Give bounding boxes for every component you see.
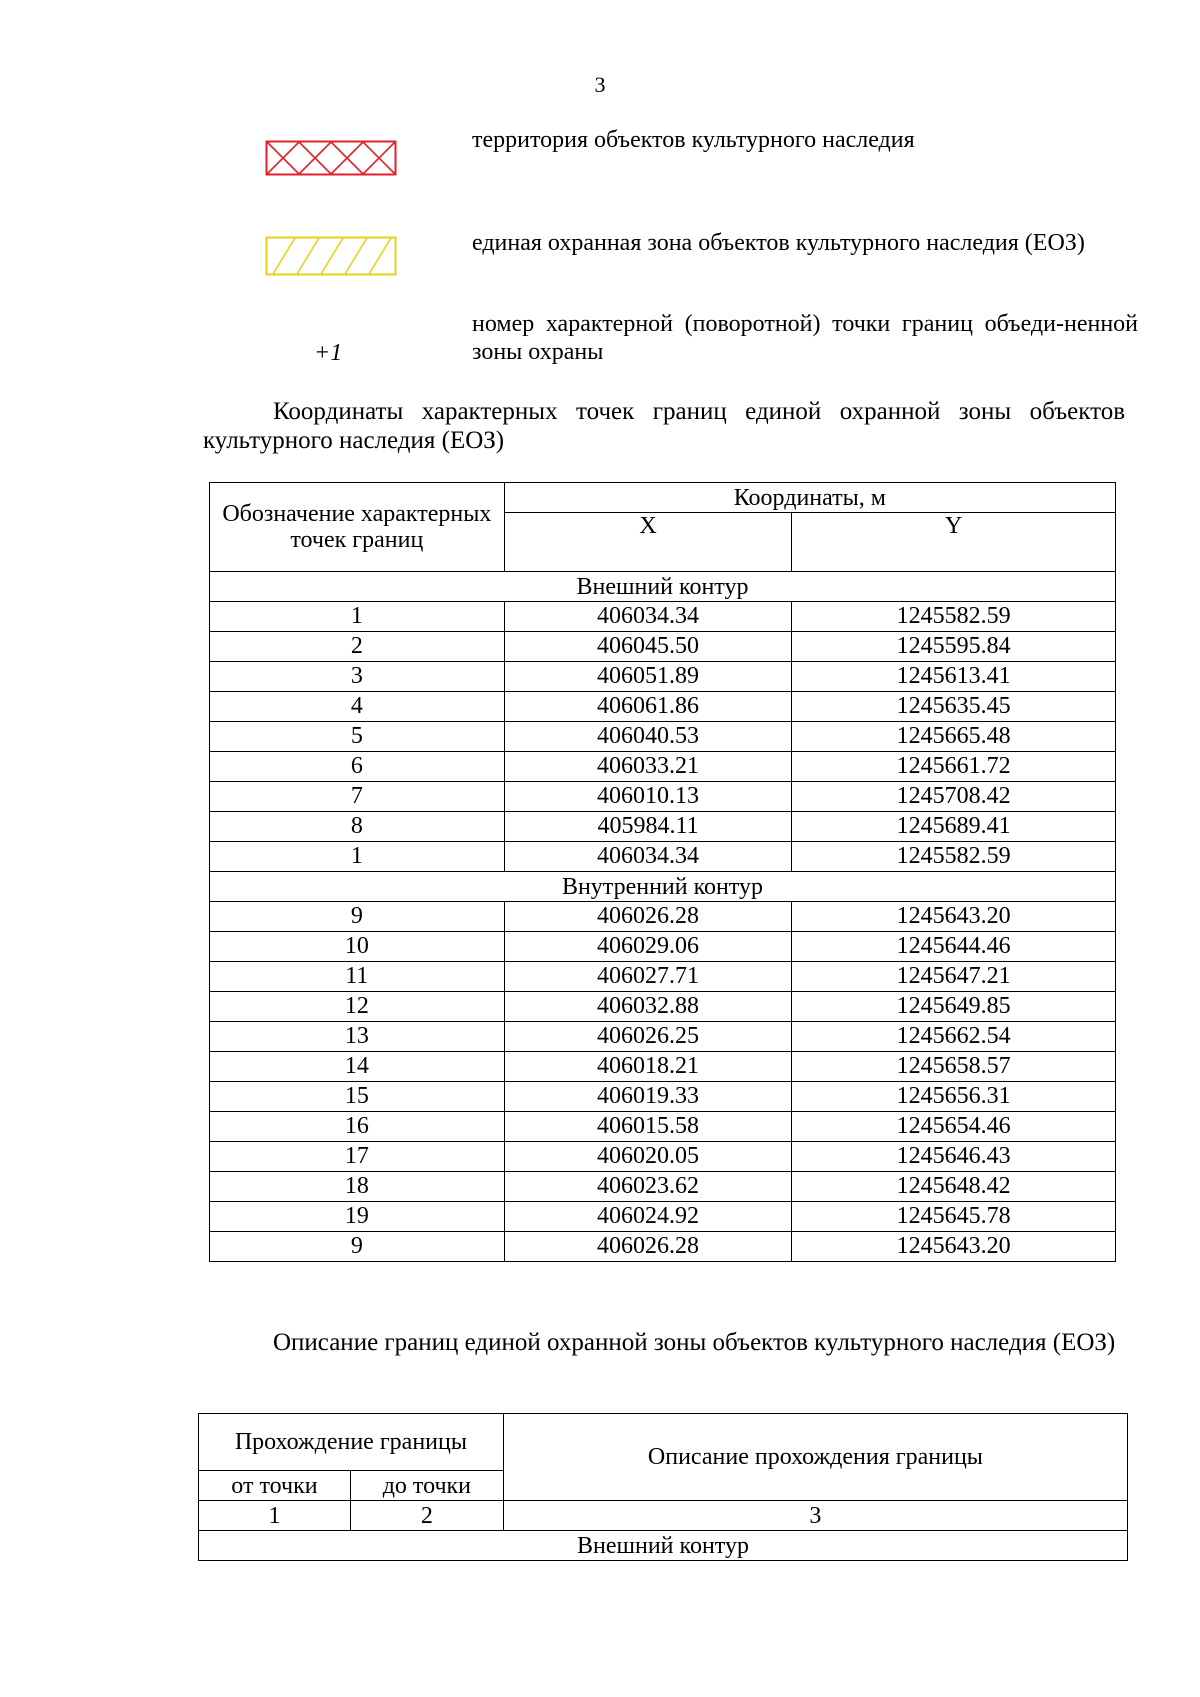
point-marker: +1 [314, 340, 343, 366]
coordinates-heading [203, 397, 1125, 455]
table-row [210, 1232, 1116, 1262]
table-row [210, 1052, 1116, 1082]
legend-text-protection-zone: единая охранная зона объектов культурного наследия (ЕОЗ) [472, 230, 1085, 256]
cell-y: 1245708.42 [792, 782, 1116, 812]
cell-x: 406027.71 [504, 962, 792, 992]
cell-y: 1245658.57 [792, 1052, 1116, 1082]
table-row [210, 812, 1116, 842]
cell-x: 406019.33 [504, 1082, 792, 1112]
table-row [210, 782, 1116, 812]
table-row [210, 932, 1116, 962]
legend-text-heritage-territory: территория объектов культурного наследия [472, 127, 915, 153]
cell-x: 406018.21 [504, 1052, 792, 1082]
cell-point: 18 [210, 1172, 505, 1202]
table-row [210, 1112, 1116, 1142]
description-heading-text: Описание границ единой охранной зоны объектов культурного наследия (ЕОЗ) [273, 1329, 1116, 1356]
cell-y: 1245661.72 [792, 752, 1116, 782]
cell-y: 1245646.43 [792, 1142, 1116, 1172]
coordinates-table [209, 482, 1116, 1262]
table-row [210, 962, 1116, 992]
cell-x: 406020.05 [504, 1142, 792, 1172]
table-row [210, 662, 1116, 692]
cell-y: 1245643.20 [792, 1232, 1116, 1262]
cell-x: 406026.28 [504, 1232, 792, 1262]
cell-x: 406026.25 [504, 1022, 792, 1052]
header-boundary-passage: Прохождение границы [199, 1414, 504, 1471]
cell-y: 1245595.84 [792, 632, 1116, 662]
cell-x: 406024.92 [504, 1202, 792, 1232]
cell-x: 406040.53 [504, 722, 792, 752]
cell-point: 19 [210, 1202, 505, 1232]
inner-contour-label: Внутренний контур [210, 872, 1116, 902]
outer-contour-label: Внешний контур [210, 572, 1116, 602]
table-row [210, 602, 1116, 632]
cell-x: 406010.13 [504, 782, 792, 812]
cell-y: 1245656.31 [792, 1082, 1116, 1112]
cell-point: 9 [210, 902, 505, 932]
cell-point: 9 [210, 1232, 505, 1262]
cell-y: 1245662.54 [792, 1022, 1116, 1052]
cell-point: 1 [210, 842, 505, 872]
cell-x: 406034.34 [504, 842, 792, 872]
cell-y: 1245644.46 [792, 932, 1116, 962]
table-row [210, 632, 1116, 662]
table-row [210, 1172, 1116, 1202]
cell-y: 1245689.41 [792, 812, 1116, 842]
cell-x: 406026.28 [504, 902, 792, 932]
cell-y: 1245647.21 [792, 962, 1116, 992]
cell-x: 406023.62 [504, 1172, 792, 1202]
cell-point: 13 [210, 1022, 505, 1052]
cell-y: 1245649.85 [792, 992, 1116, 1022]
table-row [210, 992, 1116, 1022]
table-row [210, 692, 1116, 722]
cell-point: 4 [210, 692, 505, 722]
cell-point: 6 [210, 752, 505, 782]
cell-y: 1245613.41 [792, 662, 1116, 692]
cell-point: 15 [210, 1082, 505, 1112]
red-crosshatch-symbol [265, 140, 397, 176]
column-number-1: 1 [199, 1501, 351, 1531]
cell-x: 406051.89 [504, 662, 792, 692]
cell-x: 406032.88 [504, 992, 792, 1022]
cell-x: 406045.50 [504, 632, 792, 662]
header-coordinates: Координаты, м [504, 483, 1115, 513]
cell-x: 406029.06 [504, 932, 792, 962]
cell-y: 1245643.20 [792, 902, 1116, 932]
table-row [210, 722, 1116, 752]
cell-y: 1245665.48 [792, 722, 1116, 752]
cell-point: 17 [210, 1142, 505, 1172]
table-row [210, 1142, 1116, 1172]
column-number-2: 2 [350, 1501, 503, 1531]
table-row [210, 1082, 1116, 1112]
cell-y: 1245582.59 [792, 842, 1116, 872]
cell-y: 1245582.59 [792, 602, 1116, 632]
cell-x: 405984.11 [504, 812, 792, 842]
table-row [210, 902, 1116, 932]
header-to-point: до точки [350, 1471, 503, 1501]
cell-x: 406015.58 [504, 1112, 792, 1142]
description-heading [203, 1328, 1125, 1357]
table-row [210, 842, 1116, 872]
coordinates-heading-text: Координаты характерных точек границ единой охранной зоны объектов культурного наследия (ЕОЗ) [203, 398, 1125, 454]
table-row [210, 1022, 1116, 1052]
header-x: X [504, 513, 792, 572]
page-number: 3 [594, 72, 606, 97]
cell-y: 1245654.46 [792, 1112, 1116, 1142]
cell-point: 8 [210, 812, 505, 842]
header-from-point: от точки [199, 1471, 351, 1501]
outer-contour-label: Внешний контур [199, 1531, 1128, 1561]
boundary-description-table [198, 1413, 1128, 1561]
cell-point: 7 [210, 782, 505, 812]
cell-y: 1245648.42 [792, 1172, 1116, 1202]
cell-y: 1245645.78 [792, 1202, 1116, 1232]
header-point-designation: Обозначение характерных точек границ [210, 483, 505, 572]
cell-x: 406033.21 [504, 752, 792, 782]
table-row [210, 1202, 1116, 1232]
cell-point: 10 [210, 932, 505, 962]
cell-point: 16 [210, 1112, 505, 1142]
legend-text-point-number: номер характерной (поворотной) точки границ объеди-ненной зоны охраны [472, 311, 1138, 365]
header-boundary-description: Описание прохождения границы [503, 1414, 1127, 1501]
column-number-3: 3 [503, 1501, 1127, 1531]
cell-point: 1 [210, 602, 505, 632]
cell-x: 406034.34 [504, 602, 792, 632]
cell-point: 2 [210, 632, 505, 662]
cell-point: 14 [210, 1052, 505, 1082]
table-row [210, 752, 1116, 782]
cell-point: 5 [210, 722, 505, 752]
cell-point: 12 [210, 992, 505, 1022]
cell-x: 406061.86 [504, 692, 792, 722]
cell-y: 1245635.45 [792, 692, 1116, 722]
header-y: Y [792, 513, 1116, 572]
cell-point: 11 [210, 962, 505, 992]
cell-point: 3 [210, 662, 505, 692]
yellow-hatch-symbol [265, 236, 397, 276]
